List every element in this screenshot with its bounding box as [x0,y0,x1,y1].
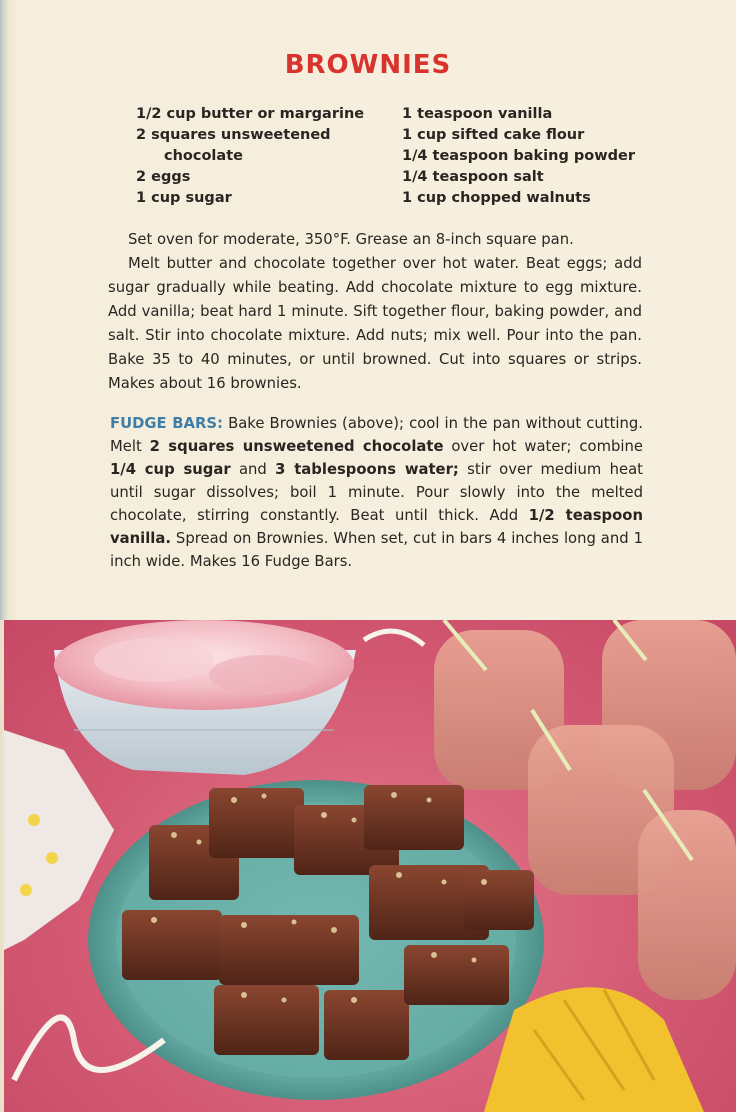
variation-text: stir over medium heat until sugar dissolves; boil 1 minute. Pour slowly into the melted chocolate, stirring constantly. Beat until thick. Add [110,461,643,524]
variation-bold: 2 squares unsweetened chocolate [149,438,444,455]
brownies-photo [4,620,736,1112]
ingredient-column-left [136,104,386,209]
variation-bold: 1/4 cup sugar [110,461,231,478]
ingredient-list [136,104,656,214]
method-paragraph: Melt butter and chocolate together over hot water. Beat eggs; add sugar gradually while beating. Add chocolate mixture to egg mixture. Add vanilla; beat hard 1 minute. Sift together flour, baking powder, and salt. Stir into chocolate mixture. Add nuts; mix well. Pour into the pan. Bake 35 to 40 minutes, or until browned. Cut into squares or strips. Makes about 16 brownies. [108,255,642,392]
ingredient: 2 eggs [136,169,191,185]
ingredient: 1/4 teaspoon baking powder [402,148,636,164]
ingredient: 1 cup sifted cake flour [402,127,585,143]
ingredient: 1/4 teaspoon salt [402,169,544,185]
ingredient: 1 cup sugar [136,190,232,206]
variation-text: Bake Brownies (above); cool in the pan without cutting. Melt [110,415,643,455]
variation-bold: 3 tablespoons water; [275,461,459,478]
page-spine [0,0,8,620]
variation-label: FUDGE BARS: [110,415,223,432]
recipe-title: BROWNIES [284,50,452,80]
ingredient-column-right [402,104,662,209]
ingredient: 1/2 cup butter or margarine [136,106,365,122]
method-text [108,228,642,396]
dessert-bowl [54,620,356,775]
ingredient: 2 squares unsweetened [136,127,331,143]
photo-illustration [4,620,736,1112]
variation-text: Spread on Brownies. When set, cut in bars 4 inches long and 1 inch wide. Makes 16 Fudge Bars. [110,530,643,570]
ingredient: chocolate [164,148,243,164]
fudge-bars-variation [110,412,643,573]
ingredient: 1 cup chopped walnuts [402,190,591,206]
variation-bold: 1/2 teaspoon vanilla. [110,507,643,547]
ingredient: 1 teaspoon vanilla [402,106,553,122]
variation-text: over hot water; combine [443,438,643,455]
method-paragraph: Set oven for moderate, 350°F. Grease an 8-inch square pan. [128,231,574,248]
variation-text: and [230,461,276,478]
